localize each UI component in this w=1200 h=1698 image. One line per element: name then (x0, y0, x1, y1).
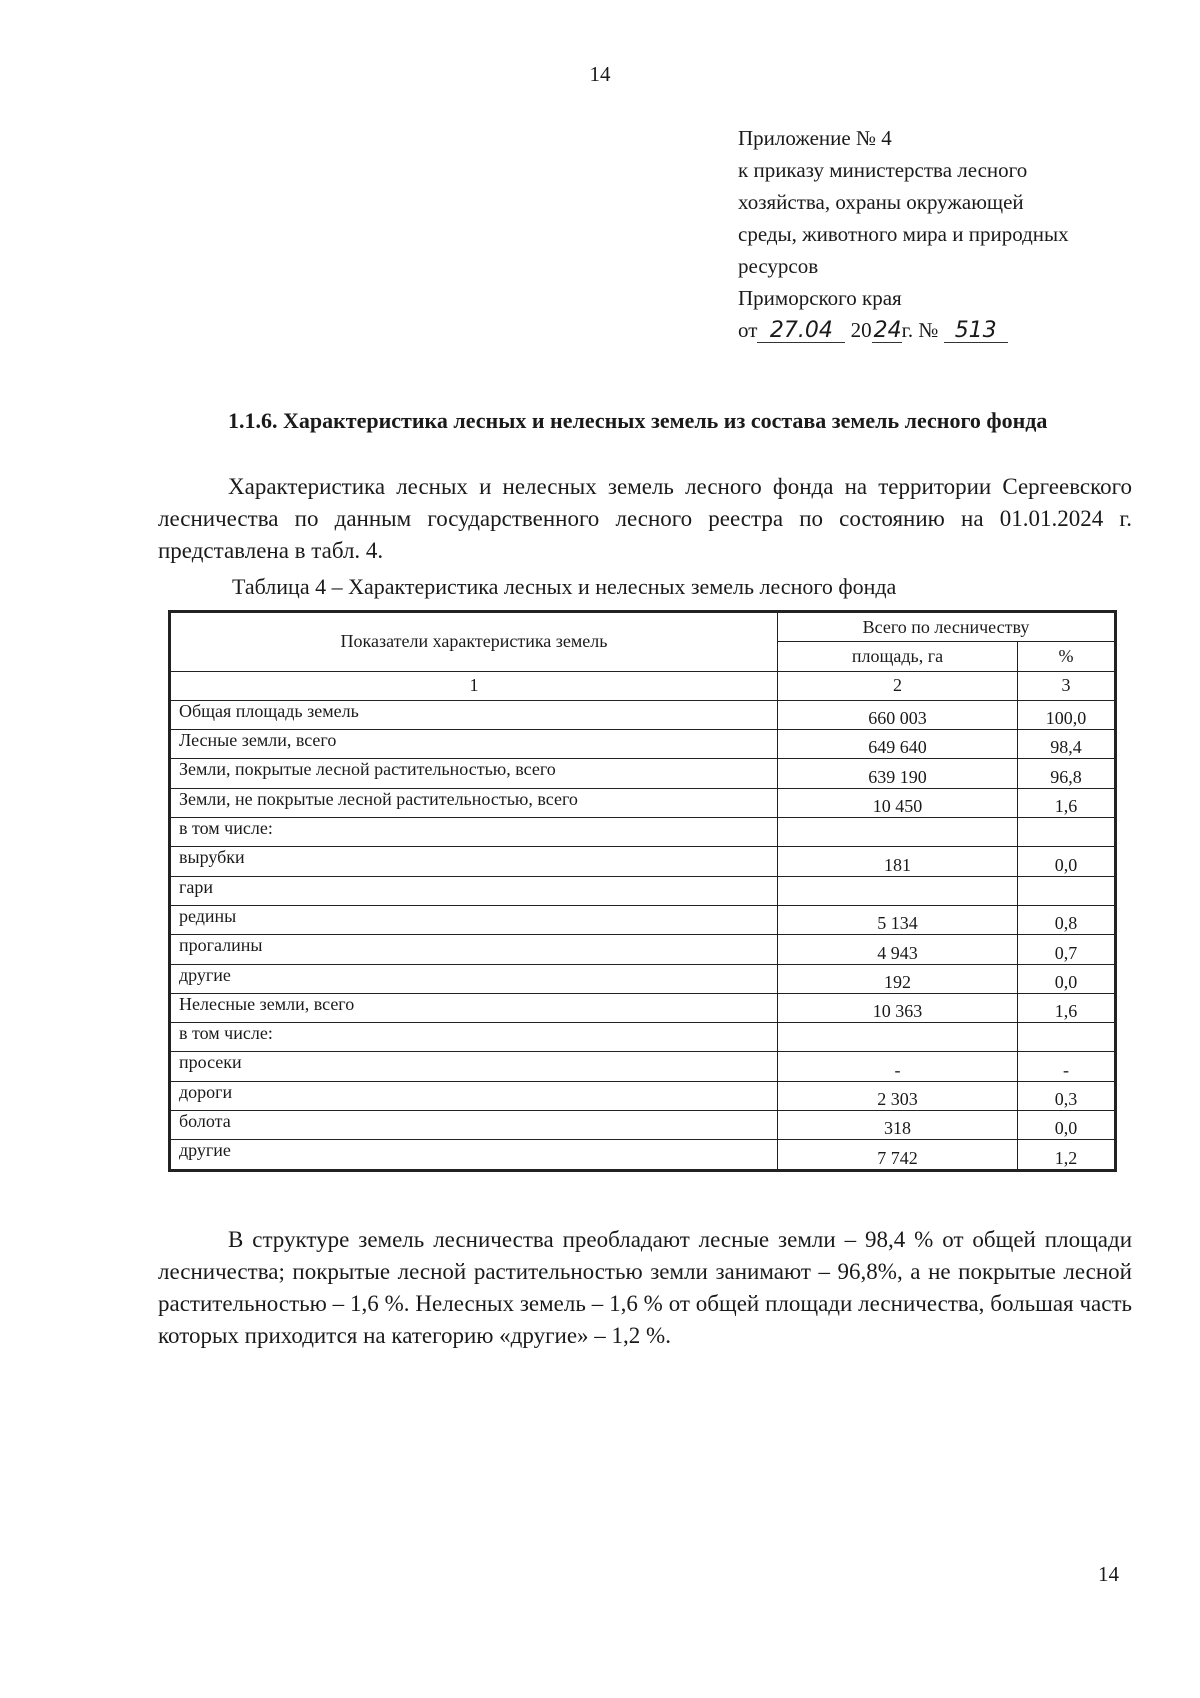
table-row (171, 700, 1115, 729)
table-row (171, 1023, 1115, 1052)
year-prefix: 20 (850, 318, 872, 342)
row-name-cell: другие (171, 964, 778, 993)
row-pct-cell: 1,6 (1018, 993, 1115, 1022)
table-row (171, 964, 1115, 993)
year-suffix: г. № (901, 318, 939, 342)
row-area-cell: 649 640 (778, 730, 1018, 759)
summary-paragraph: В структуре земель лесничества преобладают лесные земли – 98,4 % от общей площади лесничества; покрытые лесной растительностью земли занимают – 96,8%, а не покрытые лесной растительностью – 1,6 %. Нелесных земель – 1,6 % от общей площади лесничества, большая часть которых приходится на категорию «другие» – 1,2 %. (158, 1227, 1132, 1348)
header-area: площадь, га (778, 642, 1018, 671)
row-area-cell: 192 (778, 964, 1018, 993)
land-characteristics-table (170, 612, 1115, 1170)
row-area-cell: 5 134 (778, 905, 1018, 934)
row-pct-cell: 1,2 (1018, 1140, 1115, 1169)
row-name-cell: Лесные земли, всего (171, 730, 778, 759)
handwritten-order-number: 513 (944, 320, 1008, 343)
row-area-cell: - (778, 1052, 1018, 1081)
row-pct-cell: 0,7 (1018, 935, 1115, 964)
page-number-top: 14 (589, 62, 611, 86)
row-area-cell: 4 943 (778, 935, 1018, 964)
table-header-row (171, 613, 1115, 642)
handwritten-year: 24 (873, 318, 902, 343)
row-name-cell: болота (171, 1111, 778, 1140)
header-pct: % (1018, 642, 1115, 671)
row-pct-cell: 0,0 (1018, 964, 1115, 993)
section-title: 1.1.6. Характеристика лесных и нелесных земель из состава земель лесного фонда (228, 408, 1048, 433)
appendix-line: Приморского края (738, 286, 902, 310)
row-name-cell: другие (171, 1140, 778, 1169)
table-row (171, 993, 1115, 1022)
row-pct-cell (1018, 1023, 1115, 1052)
row-name-cell: редины (171, 905, 778, 934)
table-row (171, 847, 1115, 876)
row-name-cell: гари (171, 876, 778, 905)
appendix-block (738, 122, 1069, 346)
row-name-cell: в том числе: (171, 818, 778, 847)
table-row (171, 818, 1115, 847)
handwritten-date: 27.04 (757, 320, 845, 343)
table-row (171, 1052, 1115, 1081)
row-pct-cell (1018, 818, 1115, 847)
row-name-cell: вырубки (171, 847, 778, 876)
appendix-line: к приказу министерства лесного (738, 158, 1028, 182)
row-pct-cell: 0,8 (1018, 905, 1115, 934)
order-date-line (738, 314, 1069, 346)
table-row (171, 730, 1115, 759)
row-pct-cell: 98,4 (1018, 730, 1115, 759)
row-name-cell: Земли, покрытые лесной растительностью, всего (171, 759, 778, 788)
appendix-line: ресурсов (738, 254, 819, 278)
table-caption: Таблица 4 – Характеристика лесных и нелесных земель лесного фонда (232, 574, 897, 599)
table-row (171, 935, 1115, 964)
row-area-cell (778, 1023, 1018, 1052)
column-number: 3 (1018, 671, 1115, 700)
row-pct-cell: 0,0 (1018, 1111, 1115, 1140)
row-name-cell: Земли, не покрытые лесной растительностью, всего (171, 788, 778, 817)
page-number-bottom: 14 (1098, 1562, 1119, 1586)
column-number-row (171, 671, 1115, 700)
row-pct-cell: 100,0 (1018, 700, 1115, 729)
row-name-cell: Нелесные земли, всего (171, 993, 778, 1022)
row-name-cell: просеки (171, 1052, 778, 1081)
appendix-title: Приложение № 4 (738, 126, 892, 150)
appendix-line: хозяйства, охраны окружающей (738, 190, 1024, 214)
column-number: 1 (171, 671, 778, 700)
row-area-cell: 2 303 (778, 1081, 1018, 1110)
header-total: Всего по лесничеству (778, 613, 1115, 642)
row-area-cell (778, 818, 1018, 847)
intro-paragraph: Характеристика лесных и нелесных земель лесного фонда на территории Сергеевского лесничества по данным государственного лесного реестра по состоянию на 01.01.2024 г. представлена в табл. 4. (158, 474, 1132, 563)
column-number: 2 (778, 671, 1018, 700)
appendix-line: среды, животного мира и природных (738, 222, 1069, 246)
table-row (171, 788, 1115, 817)
table-row (171, 1081, 1115, 1110)
row-area-cell (778, 876, 1018, 905)
table-row (171, 1111, 1115, 1140)
row-area-cell: 660 003 (778, 700, 1018, 729)
row-pct-cell: - (1018, 1052, 1115, 1081)
header-indicator: Показатели характеристика земель (171, 613, 778, 672)
row-area-cell: 7 742 (778, 1140, 1018, 1169)
table-row (171, 1140, 1115, 1169)
row-name-cell: Общая площадь земель (171, 700, 778, 729)
row-pct-cell: 1,6 (1018, 788, 1115, 817)
row-area-cell: 639 190 (778, 759, 1018, 788)
table-row (171, 876, 1115, 905)
row-pct-cell: 0,0 (1018, 847, 1115, 876)
row-pct-cell: 96,8 (1018, 759, 1115, 788)
table-row (171, 905, 1115, 934)
row-area-cell: 10 450 (778, 788, 1018, 817)
row-pct-cell (1018, 876, 1115, 905)
table-row (171, 759, 1115, 788)
row-area-cell: 181 (778, 847, 1018, 876)
order-from-label: от (738, 318, 758, 342)
row-area-cell: 10 363 (778, 993, 1018, 1022)
row-name-cell: в том числе: (171, 1023, 778, 1052)
row-pct-cell: 0,3 (1018, 1081, 1115, 1110)
row-name-cell: прогалины (171, 935, 778, 964)
row-area-cell: 318 (778, 1111, 1018, 1140)
row-name-cell: дороги (171, 1081, 778, 1110)
